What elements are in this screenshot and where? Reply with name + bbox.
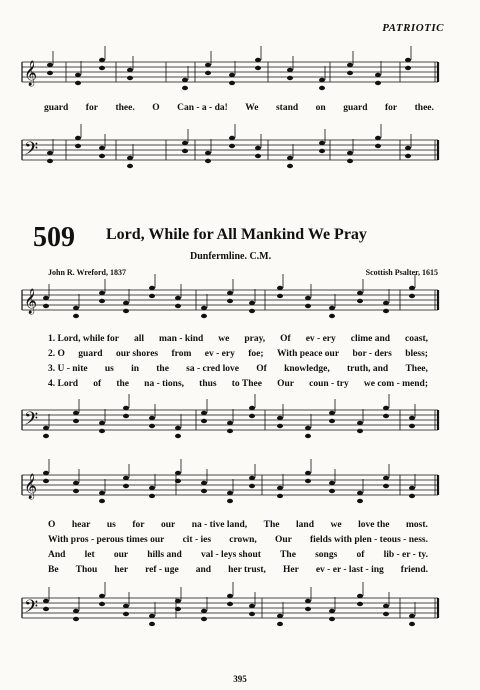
notehead [277,622,283,626]
lyric-word: of [356,550,365,560]
notehead [409,286,415,290]
verse-line [48,550,428,560]
lyric-word: bor - ders [352,349,392,359]
lyric-word: val - leys shout [201,550,261,560]
notehead [73,609,79,613]
lyric-word: We [245,103,259,113]
notehead [229,73,235,77]
notehead [357,421,363,425]
notehead [383,612,389,616]
notehead [99,594,105,598]
lyric-word: na - tive land, [191,520,248,530]
notehead [73,489,79,493]
lyric-word: hills and [147,550,182,560]
lyric-word: crown, [229,535,257,545]
notehead [99,602,105,606]
notehead [277,416,283,420]
lyric-word: love the [358,520,390,530]
notehead [201,481,207,485]
notehead [255,146,261,150]
lyric-word: her trust, [228,565,266,575]
notehead [227,299,233,303]
lyric-word: thee. [115,103,135,113]
lyric-word: knowledge, [284,364,330,374]
notehead [357,491,363,495]
lyric-word: all [133,334,144,344]
notehead [99,66,105,70]
lyric-word: we [330,520,342,530]
notehead [99,499,105,503]
notehead [149,622,155,626]
clef-glyph: 𝄞 [24,474,38,499]
notehead [201,306,207,310]
notehead [249,406,255,410]
notehead [75,136,81,140]
lyric-word: Be [48,565,59,575]
lyric-word: our [113,550,129,560]
notehead [357,602,363,606]
notehead [123,476,129,480]
source-credit: Scottish Psalter, 1615 [365,268,438,277]
notehead [409,416,415,420]
notehead [227,291,233,295]
notehead [375,144,381,148]
lyric-word: guard [343,103,368,113]
lyric-word: 3. U - nite [48,364,88,374]
lyric-word: coast, [405,334,428,344]
notehead [249,414,255,418]
notehead [357,429,363,433]
notehead [405,154,411,158]
lyric-word: for [385,103,398,113]
notehead [357,499,363,503]
notehead [201,609,207,613]
notehead [319,141,325,145]
lyric-word: cit - ies [182,535,212,545]
notehead [329,306,335,310]
notehead [277,494,283,498]
notehead [249,612,255,616]
notehead [305,304,311,308]
lyric-word: friend. [400,565,428,575]
lyric-word: truth, and [347,364,389,374]
notehead [409,494,415,498]
lyric-word: 4. Lord [48,379,79,389]
notehead [182,141,188,145]
notehead [409,424,415,428]
notehead [305,426,311,430]
notehead [229,144,235,148]
lyric-word: fields with plen - teous - ness. [310,535,428,545]
lyric-word: to Thee [231,379,262,389]
lyric-word: ev - er - last - ing [315,565,384,575]
lyric-word: of [93,379,102,389]
lyric-word: And [48,550,66,560]
notehead [75,144,81,148]
verse-line [48,364,428,374]
notehead [305,607,311,611]
notehead [99,299,105,303]
lyric-word: hear [71,520,91,530]
notehead [383,406,389,410]
notehead [305,434,311,438]
notehead [305,296,311,300]
page-number: 395 [233,674,247,684]
notehead [73,419,79,423]
notehead [149,486,155,490]
lyric-word: pray, [244,334,266,344]
notehead [127,68,133,72]
notehead [255,66,261,70]
notehead [73,481,79,485]
lyric-word: Can - a - da! [177,103,228,113]
notehead [329,419,335,423]
notehead [277,486,283,490]
notehead [227,602,233,606]
notehead [175,607,181,611]
notehead [123,604,129,608]
notehead [229,136,235,140]
hymn-number: 509 [33,222,75,253]
lyric-word: our shores [115,349,159,359]
notehead [347,151,353,155]
notehead [75,81,81,85]
lyric-word: Thou [75,565,98,575]
lyric-word: our [160,520,176,530]
notehead [73,314,79,318]
notehead [357,299,363,303]
lyric-word: and [195,565,212,575]
notehead [255,58,261,62]
notehead [319,78,325,82]
lyric-word: Thee, [405,364,428,374]
notehead [249,604,255,608]
notehead [127,76,133,80]
notehead [175,479,181,483]
notehead [409,294,415,298]
lyric-word: most. [405,520,428,530]
lyric-word: we com - mend; [363,379,428,389]
notehead [329,489,335,493]
notehead [227,499,233,503]
notehead [127,156,133,160]
notehead [99,491,105,495]
notehead [99,154,105,158]
notehead [405,58,411,62]
notehead [205,151,211,155]
notehead [99,291,105,295]
notehead [277,424,283,428]
lyric-word: coun - try [309,379,349,389]
notehead [175,471,181,475]
notehead [47,71,53,75]
notehead [375,73,381,77]
notehead [227,491,233,495]
lyric-word: on [315,103,326,113]
notehead [127,164,133,168]
notehead [249,484,255,488]
notehead [182,78,188,82]
notehead [329,609,335,613]
notehead [287,76,293,80]
notehead [175,599,181,603]
notehead [409,622,415,626]
notehead [99,421,105,425]
notehead [43,434,49,438]
lyric-word: Of [280,334,291,344]
lyric-word: bless; [405,349,428,359]
lyric-word: land [296,520,314,530]
notehead [409,486,415,490]
notehead [277,294,283,298]
verse-line [48,379,428,389]
lyric-word: 2. O [48,349,65,359]
lyric-word: we [218,334,230,344]
notehead [409,614,415,618]
notehead [277,286,283,290]
notehead [73,411,79,415]
lyric-word: ev - ery [204,349,235,359]
notehead [383,476,389,480]
notehead [287,156,293,160]
verse-line [48,520,428,530]
notehead [347,159,353,163]
lyric-word: O [48,520,56,530]
notehead [383,301,389,305]
notehead [43,599,49,603]
notehead [205,63,211,67]
notehead [99,146,105,150]
lyric-word: thee. [414,103,434,113]
notehead [149,494,155,498]
lyric-word: Of [256,364,267,374]
notehead [329,411,335,415]
notehead [43,471,49,475]
notehead [383,414,389,418]
lyric-word: the [116,379,129,389]
verse-line [48,565,428,575]
notehead [43,304,49,308]
lyric-word: for [132,520,145,530]
lyric-word: sa - cred love [186,364,240,374]
notehead [347,71,353,75]
lyric-word: With pros - perous times our [48,535,165,545]
notehead [255,154,261,158]
notehead [123,484,129,488]
notehead [227,421,233,425]
lyric-word: The [263,520,280,530]
notehead [305,599,311,603]
notehead [47,151,53,155]
notehead [149,294,155,298]
lyric-word: let [84,550,95,560]
lyric-word: guard [44,103,69,113]
notehead [383,484,389,488]
verse-line [48,334,428,344]
lyric-word: guard [78,349,103,359]
lyric-word: lib - er - ty. [383,550,428,560]
lyric-word: in [131,364,139,374]
verse-line [48,535,428,545]
notehead [75,73,81,77]
clef-glyph: 𝄞 [24,289,38,314]
notehead [47,63,53,67]
notehead [43,479,49,483]
lyric-word: Our [274,535,292,545]
lyric-word: stand [275,103,299,113]
lyric-word: from [171,349,192,359]
notehead [182,149,188,153]
notehead [277,614,283,618]
notehead [227,594,233,598]
lyric-word: man - kind [158,334,204,344]
notehead [375,81,381,85]
notehead [329,617,335,621]
notehead [47,159,53,163]
lyric-word: Her [282,565,299,575]
notehead [149,424,155,428]
notehead [175,304,181,308]
notehead [383,309,389,313]
lyric-word: us [104,364,114,374]
notehead [287,68,293,72]
lyric-word: ev - ery [305,334,336,344]
notehead [99,429,105,433]
notehead [201,617,207,621]
notehead [43,426,49,430]
notehead [201,419,207,423]
notehead [123,406,129,410]
notehead [405,146,411,150]
notehead [347,63,353,67]
notehead [43,607,49,611]
notehead [123,309,129,313]
notehead [357,594,363,598]
lyric-word: O [152,103,160,113]
notehead [99,58,105,62]
lyric-word: foe; [248,349,264,359]
notehead [249,301,255,305]
notehead [123,301,129,305]
clef-glyph: 𝄢 [24,409,39,434]
notehead [383,604,389,608]
clef-glyph: 𝄢 [24,597,39,622]
notehead [405,66,411,70]
notehead [201,489,207,493]
lyric-word: na - tions, [144,379,185,389]
notehead [182,86,188,90]
notehead [329,314,335,318]
notehead [319,86,325,90]
notehead [375,136,381,140]
notehead [205,71,211,75]
lyric-word: for [85,103,98,113]
clef-glyph: 𝄞 [24,61,38,86]
clef-glyph: 𝄢 [24,139,39,164]
notehead [357,291,363,295]
notehead [149,614,155,618]
notehead [73,617,79,621]
notehead [227,429,233,433]
section-label: PATRIOTIC [382,22,444,34]
notehead [249,476,255,480]
lyric-word: the [156,364,169,374]
tune-name: Dunfermline. C.M. [190,251,272,262]
lyric-word: clime and [350,334,391,344]
notehead [229,81,235,85]
lyric-word: The [280,550,296,560]
hymn-title: Lord, While for All Mankind We Pray [106,226,367,243]
lyric-word: With peace our [276,349,340,359]
notehead [201,314,207,318]
notehead [123,414,129,418]
notehead [43,296,49,300]
lyric-word: thus [199,379,217,389]
lyric-word: songs [315,550,338,560]
lyric-word: Our [277,379,294,389]
notehead [305,479,311,483]
notehead [73,306,79,310]
verse-line [48,349,428,359]
notehead [287,164,293,168]
notehead [149,286,155,290]
lyric-word: her [114,565,129,575]
notehead [175,434,181,438]
lyric-word: ref - uge [145,565,179,575]
author-credit: John R. Wreford, 1837 [48,268,127,277]
notehead [123,612,129,616]
lyric-word: us [106,520,116,530]
notehead [329,481,335,485]
notehead [305,471,311,475]
top-system-lyric [44,103,434,113]
notehead [175,426,181,430]
notehead [175,296,181,300]
notehead [249,309,255,313]
notehead [205,159,211,163]
lyric-word: 1. Lord, while for [48,334,119,344]
notehead [201,411,207,415]
notehead [149,416,155,420]
notehead [319,149,325,153]
